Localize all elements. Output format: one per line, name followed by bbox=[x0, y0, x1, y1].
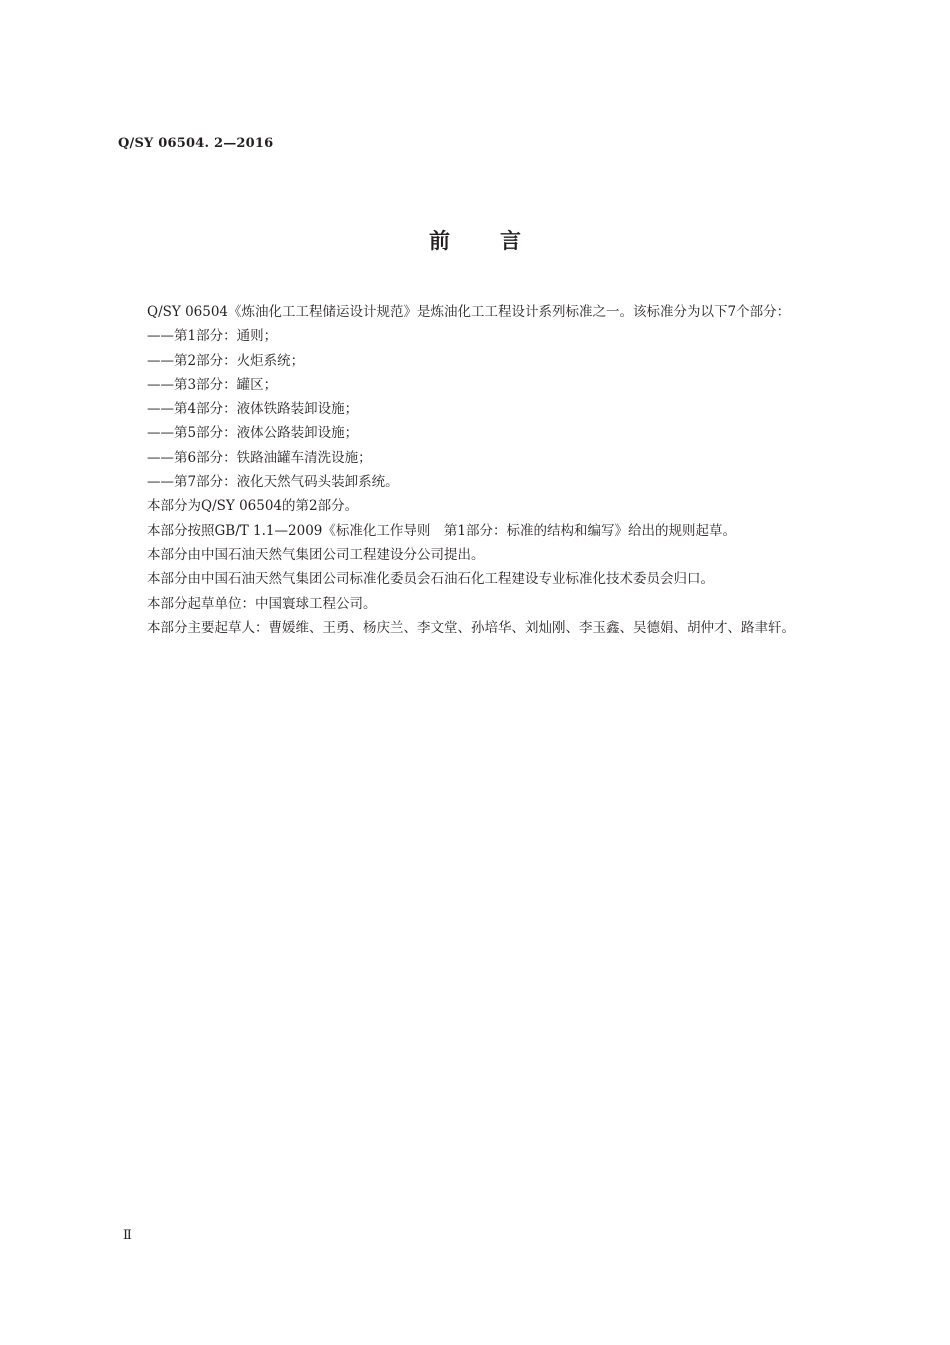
foreword-body bbox=[118, 300, 834, 640]
drafting-unit-paragraph: 本部分起草单位：中国寰球工程公司。 bbox=[147, 595, 377, 612]
part-list-item: ——第2部分：火炬系统； bbox=[147, 352, 305, 369]
page-number: Ⅱ bbox=[123, 1228, 132, 1243]
intro-paragraph: Q/SY 06504《炼油化工工程储运设计规范》是炼油化工工程设计系列标准之一。该标准分为以下7个部分： bbox=[147, 304, 791, 320]
part-list-item: ——第3部分：罐区； bbox=[147, 376, 278, 393]
part-list-item: ——第4部分：液体铁路装卸设施； bbox=[147, 401, 359, 418]
standard-code: Q/SY 06504. 2—2016 bbox=[118, 136, 274, 151]
drafters-paragraph: 本部分主要起草人：曹媛维、王勇、杨庆兰、李文堂、孙培华、刘灿刚、李玉鑫、吴德娟、胡仲才、路聿轩。 bbox=[147, 619, 795, 636]
drafting-rules-paragraph: 本部分按照GB/T 1.1—2009《标准化工作导则 第1部分：标准的结构和编写》给出的规则起草。 bbox=[147, 522, 736, 539]
part-list-item: ——第5部分：液体公路装卸设施； bbox=[147, 425, 359, 442]
administered-by-paragraph: 本部分由中国石油天然气集团公司标准化委员会石油石化工程建设专业标准化技术委员会归口。 bbox=[147, 571, 714, 588]
part-list-item: ——第1部分：通则； bbox=[147, 328, 278, 345]
part-list-item: ——第7部分：液化天然气码头装卸系统。 bbox=[147, 474, 399, 491]
proposed-by-paragraph: 本部分由中国石油天然气集团公司工程建设分公司提出。 bbox=[147, 546, 485, 563]
page-title: 前言 bbox=[429, 229, 571, 253]
part-list-item: ——第6部分：铁路油罐车清洗设施； bbox=[147, 449, 372, 466]
part-statement-paragraph: 本部分为Q/SY 06504的第2部分。 bbox=[147, 498, 359, 515]
